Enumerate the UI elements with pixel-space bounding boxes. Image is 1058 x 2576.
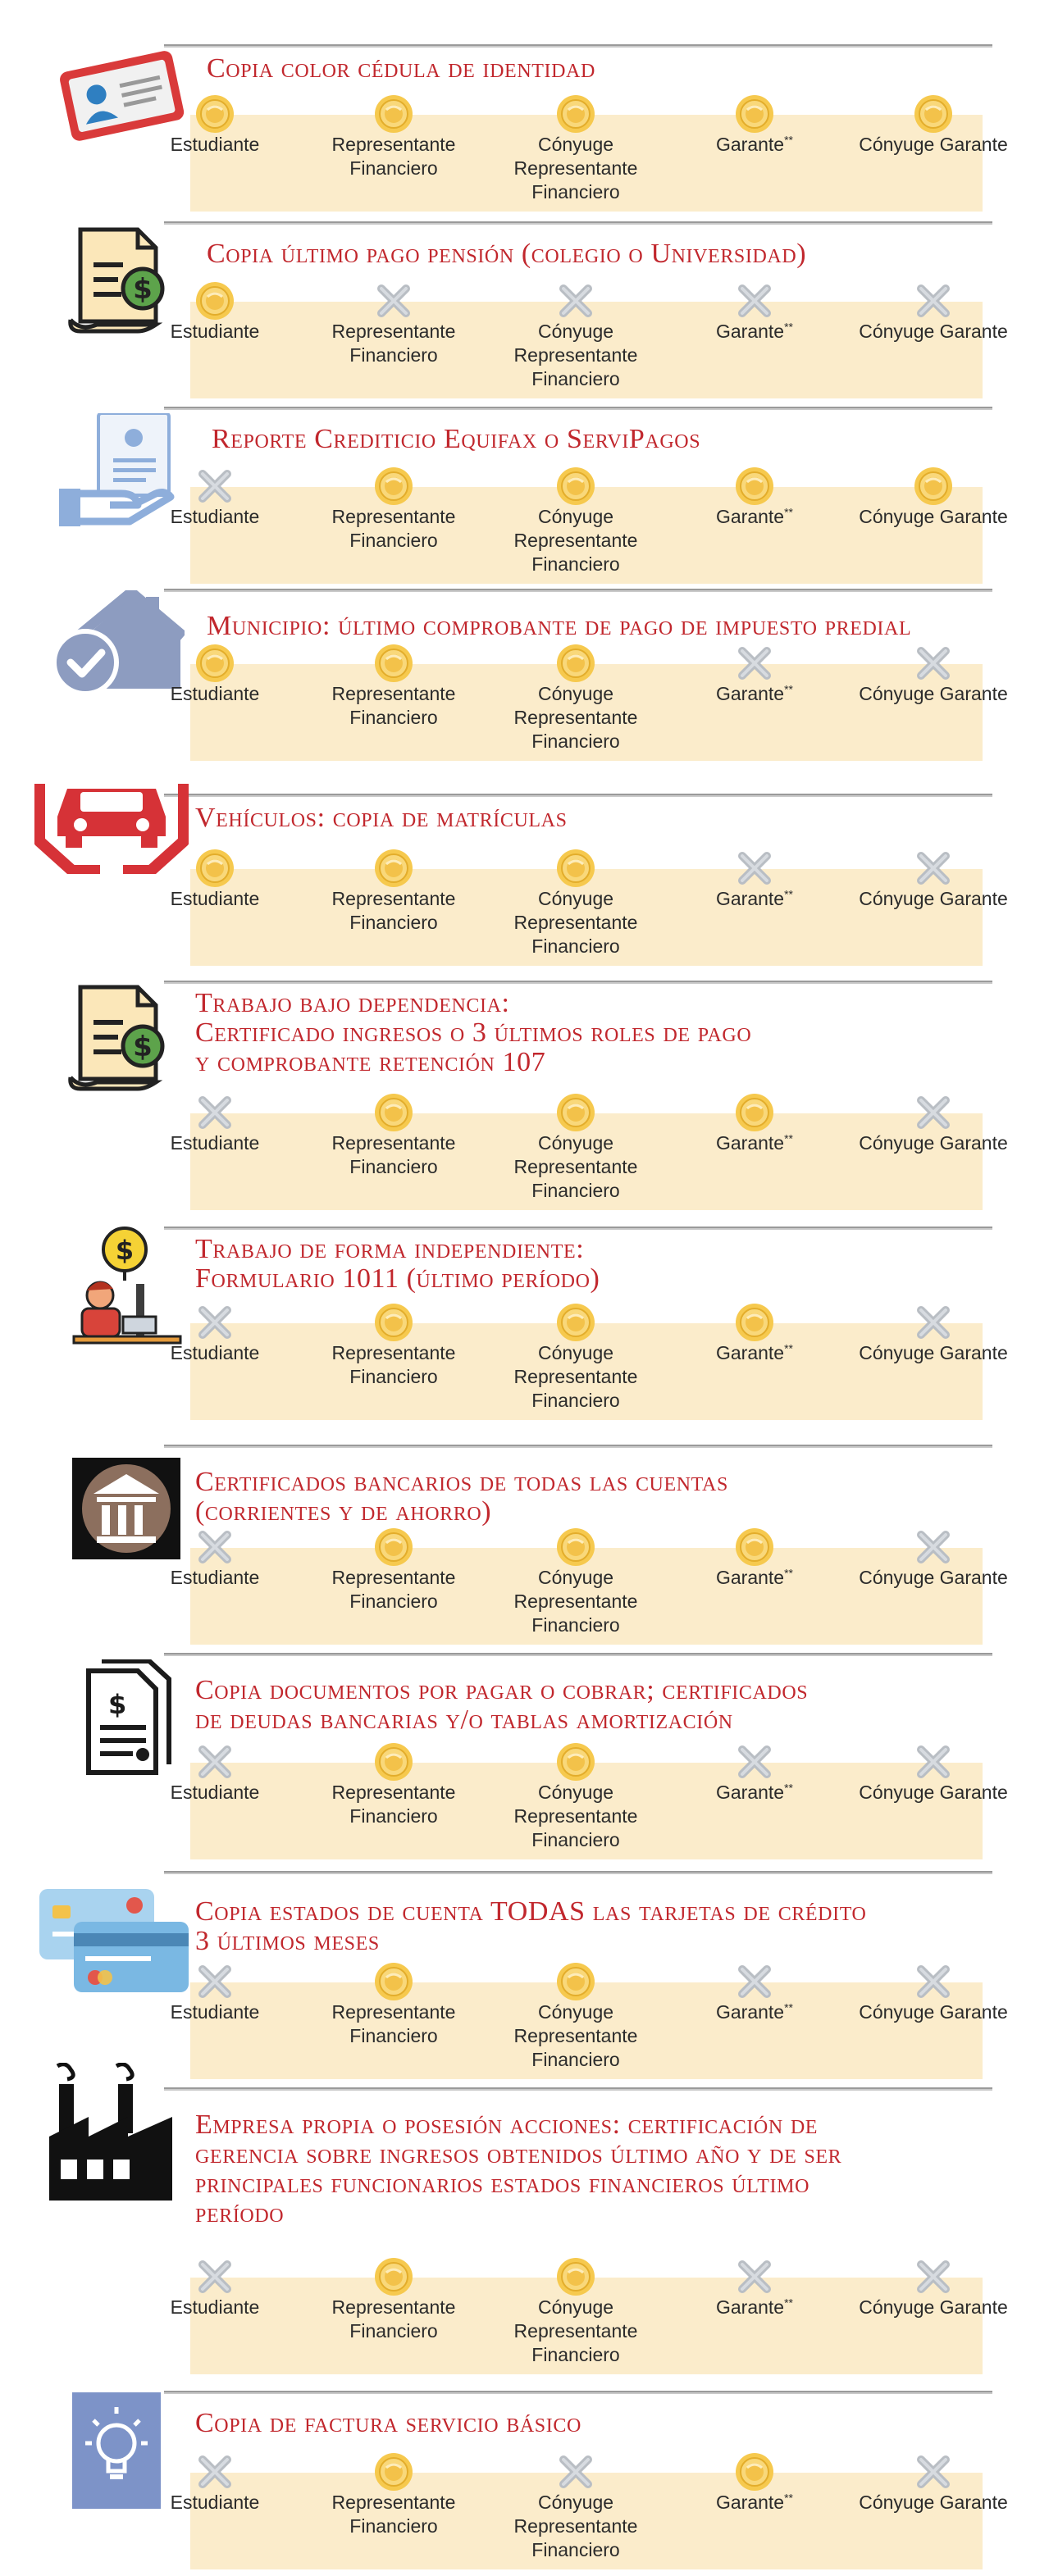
role-label <box>312 1131 476 1179</box>
cross-icon <box>194 1092 235 1133</box>
coin-icon <box>913 93 954 134</box>
role-label-text: Representante Financiero <box>331 2296 456 2342</box>
role-label-text: Estudiante <box>170 2001 260 2023</box>
divider-line <box>164 407 992 410</box>
cross-icon <box>194 466 235 507</box>
role-label-text: Garante <box>715 683 785 704</box>
role-label <box>133 505 297 529</box>
cross-icon <box>913 1741 954 1782</box>
role-label <box>133 133 297 157</box>
garante-footnote-mark: ** <box>784 1781 793 1795</box>
role-label-text: Representante Financiero <box>331 134 456 179</box>
role-label-text: Garante <box>715 1782 785 1803</box>
section-title-line: Reporte Crediticio Equifax o ServiPagos <box>212 424 701 454</box>
role-label-text: Garante <box>715 2001 785 2023</box>
role-label-text: Cónyuge Garante <box>859 1567 1008 1588</box>
garante-footnote-mark: ** <box>784 505 793 519</box>
divider-line <box>164 981 992 984</box>
role-label <box>673 887 837 911</box>
role-label <box>851 1566 1015 1590</box>
role-label <box>312 682 476 730</box>
coin-icon <box>734 1302 775 1343</box>
car-hands-icon <box>34 751 189 874</box>
coin-icon <box>373 848 414 889</box>
cross-icon <box>734 280 775 321</box>
role-label-text: Cónyuge Garante <box>859 888 1008 909</box>
role-label-text: Cónyuge Garante <box>859 1782 1008 1803</box>
role-label <box>133 1781 297 1805</box>
coin-icon <box>373 1961 414 2002</box>
credit-cards-icon <box>36 1881 192 1996</box>
role-label-text: Representante Financiero <box>331 1132 456 1177</box>
role-label-text: Cónyuge Representante Financiero <box>513 506 638 575</box>
role-label <box>494 887 658 958</box>
section-title-line: Copia de factura servicio básico <box>195 2408 581 2438</box>
section-title-line: principales funcionarios estados financieros último <box>195 2169 809 2199</box>
role-label <box>312 2000 476 2048</box>
garante-footnote-mark: ** <box>784 2296 793 2310</box>
role-label-text: Cónyuge Representante Financiero <box>513 2001 638 2070</box>
role-label-text: Garante <box>715 1342 785 1363</box>
divider-line <box>164 2391 992 2394</box>
coin-icon <box>555 1092 596 1133</box>
role-label-text: Cónyuge Representante Financiero <box>513 888 638 957</box>
house-check-icon <box>49 590 185 697</box>
section-title <box>195 1235 600 1294</box>
role-label <box>312 1566 476 1613</box>
role-label <box>851 133 1015 157</box>
coin-icon <box>373 466 414 507</box>
coin-icon <box>555 466 596 507</box>
coin-icon <box>373 1741 414 1782</box>
divider-line <box>164 1227 992 1230</box>
role-label-text: Estudiante <box>170 683 260 704</box>
role-label <box>494 2296 658 2367</box>
role-label-text: Garante <box>715 2492 785 2513</box>
cross-icon <box>194 1527 235 1568</box>
section-title-line: Certificado ingresos o 3 últimos roles de pago <box>195 1017 752 1048</box>
role-label-text: Representante Financiero <box>331 321 456 366</box>
role-label <box>851 1131 1015 1155</box>
role-label-text: Garante <box>715 1567 785 1588</box>
role-label-text: Estudiante <box>170 1782 260 1803</box>
role-label <box>133 320 297 344</box>
role-label <box>851 887 1015 911</box>
section-title-line: de deudas bancarias y/o tablas amortización <box>195 1704 733 1735</box>
role-label <box>494 505 658 576</box>
role-label-text: Estudiante <box>170 2492 260 2513</box>
coin-icon <box>555 848 596 889</box>
coin-icon <box>373 643 414 684</box>
role-label-text: Representante Financiero <box>331 506 456 551</box>
role-label-text: Garante <box>715 134 785 155</box>
role-label-text: Cónyuge Representante Financiero <box>513 683 638 752</box>
role-label <box>673 2491 837 2515</box>
role-label-text: Garante <box>715 1132 785 1154</box>
cross-icon <box>734 643 775 684</box>
role-label <box>673 505 837 529</box>
section-title-line: (corrientes y de ahorro) <box>195 1496 492 1527</box>
bank-icon <box>72 1458 180 1559</box>
garante-footnote-mark: ** <box>784 682 793 696</box>
role-label-text: Estudiante <box>170 2296 260 2318</box>
role-label-text: Cónyuge Representante Financiero <box>513 1132 638 1201</box>
coin-icon <box>373 2256 414 2297</box>
role-label-text: Cónyuge Garante <box>859 321 1008 342</box>
section-title-line: y comprobante retención 107 <box>195 1047 546 1077</box>
role-label <box>673 133 837 157</box>
section-title <box>195 2409 581 2438</box>
divider-line <box>164 44 992 48</box>
garante-footnote-mark: ** <box>784 887 793 901</box>
cross-icon <box>373 280 414 321</box>
role-label-text: Garante <box>715 888 785 909</box>
factory-icon <box>49 2063 180 2202</box>
cross-icon <box>734 1741 775 1782</box>
role-label-text: Estudiante <box>170 506 260 527</box>
section-title-line: Municipio: último comprobante de pago de impuesto predial <box>207 611 912 641</box>
cross-icon <box>913 280 954 321</box>
role-label <box>673 1341 837 1365</box>
cross-icon <box>555 280 596 321</box>
garante-footnote-mark: ** <box>784 1566 793 1580</box>
role-label <box>494 1566 658 1637</box>
dollar-document-icon <box>80 1659 179 1782</box>
role-label-text: Representante Financiero <box>331 683 456 728</box>
role-label-text: Cónyuge Representante Financiero <box>513 321 638 389</box>
cross-icon <box>913 2256 954 2297</box>
garante-footnote-mark: ** <box>784 1341 793 1355</box>
cross-icon <box>913 848 954 889</box>
cross-icon <box>913 1302 954 1343</box>
coin-icon <box>734 2451 775 2492</box>
section-title-line: Vehículos: copia de matrículas <box>195 803 568 833</box>
divider-line <box>164 221 992 225</box>
role-label <box>312 2491 476 2538</box>
role-label-text: Cónyuge Representante Financiero <box>513 1342 638 1411</box>
coin-icon <box>913 466 954 507</box>
role-label <box>673 2000 837 2024</box>
cross-icon <box>194 1302 235 1343</box>
role-label <box>851 505 1015 529</box>
role-label <box>494 1131 658 1203</box>
role-label <box>494 320 658 391</box>
section-title <box>207 54 595 84</box>
garante-footnote-mark: ** <box>784 320 793 334</box>
role-label-text: Garante <box>715 2296 785 2318</box>
role-label <box>851 682 1015 706</box>
coin-icon <box>373 2451 414 2492</box>
role-label <box>312 1341 476 1389</box>
role-label-text: Cónyuge Garante <box>859 134 1008 155</box>
section-title-line: Trabajo de forma independiente: <box>195 1234 585 1264</box>
coin-icon <box>734 1527 775 1568</box>
role-label <box>673 1566 837 1590</box>
role-label <box>133 1341 297 1365</box>
coin-icon <box>734 93 775 134</box>
coin-icon <box>555 643 596 684</box>
role-label-text: Cónyuge Garante <box>859 2296 1008 2318</box>
section-title <box>195 803 568 833</box>
role-label <box>312 2296 476 2343</box>
role-label-text: Cónyuge Garante <box>859 1342 1008 1363</box>
coin-icon <box>373 1092 414 1133</box>
section-title-line: 3 últimos meses <box>195 1926 380 1956</box>
cross-icon <box>913 1092 954 1133</box>
section-title-line: Copia último pago pensión (colegio o Universidad) <box>207 239 807 269</box>
coin-icon <box>194 280 235 321</box>
coin-icon <box>373 93 414 134</box>
divider-line <box>164 794 992 797</box>
role-label <box>851 1781 1015 1805</box>
cross-icon <box>734 2256 775 2297</box>
role-label-text: Cónyuge Representante Financiero <box>513 1567 638 1636</box>
role-label <box>312 887 476 935</box>
section-title-line: Formulario 1011 (último período) <box>195 1263 600 1294</box>
coin-icon <box>194 643 235 684</box>
coin-icon <box>555 1961 596 2002</box>
role-label-text: Representante Financiero <box>331 1782 456 1827</box>
coin-icon <box>194 848 235 889</box>
role-label <box>312 320 476 367</box>
divider-line <box>164 589 992 592</box>
divider-line <box>164 1653 992 1656</box>
id-card-icon <box>56 44 187 143</box>
garante-footnote-mark: ** <box>784 1131 793 1145</box>
coin-icon <box>734 466 775 507</box>
role-label-text: Estudiante <box>170 1132 260 1154</box>
section-title <box>195 989 751 1077</box>
svg-text:$: $ <box>133 1031 153 1063</box>
section-title <box>212 425 700 454</box>
role-label <box>673 320 837 344</box>
role-label <box>133 1131 297 1155</box>
coin-icon <box>555 1302 596 1343</box>
section-title <box>195 2110 841 2228</box>
coin-icon <box>194 93 235 134</box>
role-label-text: Garante <box>715 506 785 527</box>
role-label-text: Representante Financiero <box>331 1342 456 1387</box>
role-label-text: Cónyuge Garante <box>859 2492 1008 2513</box>
role-label <box>312 505 476 553</box>
role-label <box>494 133 658 204</box>
section-title <box>195 1897 866 1956</box>
role-label <box>494 2491 658 2562</box>
cross-icon <box>194 2451 235 2492</box>
section-title <box>207 612 911 641</box>
role-label <box>673 1131 837 1155</box>
coin-icon <box>734 1092 775 1133</box>
role-label-text: Representante Financiero <box>331 888 456 933</box>
role-label-text: Cónyuge Garante <box>859 683 1008 704</box>
role-label <box>133 2000 297 2024</box>
section-title-line: Empresa propia o posesión acciones: certificación de <box>195 2109 819 2140</box>
role-label-text: Representante Financiero <box>331 1567 456 1612</box>
cross-icon <box>555 2451 596 2492</box>
role-label <box>312 133 476 180</box>
section-title <box>195 1468 728 1527</box>
freelancer-desk-icon <box>57 1227 189 1358</box>
role-label-text: Cónyuge Garante <box>859 506 1008 527</box>
section-title-line: Copia estados de cuenta TODAS las tarjetas de crédito <box>195 1896 867 1927</box>
cross-icon <box>913 2451 954 2492</box>
role-label-text: Estudiante <box>170 1342 260 1363</box>
section-title <box>207 239 806 269</box>
cross-icon <box>734 848 775 889</box>
cross-icon <box>913 1961 954 2002</box>
role-label-text: Cónyuge Representante Financiero <box>513 1782 638 1850</box>
garante-footnote-mark: ** <box>784 2000 793 2014</box>
role-label-text: Estudiante <box>170 134 260 155</box>
role-label-text: Cónyuge Representante Financiero <box>513 2492 638 2560</box>
svg-text:$: $ <box>115 1235 135 1266</box>
section-title <box>195 1676 808 1735</box>
role-label <box>851 320 1015 344</box>
role-label-text: Cónyuge Garante <box>859 2001 1008 2023</box>
role-label-text: Cónyuge Garante <box>859 1132 1008 1154</box>
role-label-text: Cónyuge Representante Financiero <box>513 134 638 203</box>
coin-icon <box>373 1527 414 1568</box>
cross-icon <box>194 2256 235 2297</box>
role-label-text: Estudiante <box>170 1567 260 1588</box>
coin-icon <box>555 93 596 134</box>
role-label <box>133 887 297 911</box>
role-label-text: Estudiante <box>170 321 260 342</box>
divider-line <box>164 2087 992 2091</box>
cross-icon <box>194 1741 235 1782</box>
section-title-line: Certificados bancarios de todas las cuentas <box>195 1467 728 1497</box>
coin-icon <box>555 2256 596 2297</box>
role-label <box>312 1781 476 1828</box>
role-label <box>851 1341 1015 1365</box>
coin-icon <box>555 1741 596 1782</box>
role-label <box>673 1781 837 1805</box>
section-title-line: Copia documentos por pagar o cobrar; certificados <box>195 1675 809 1705</box>
svg-text:$: $ <box>108 1689 127 1720</box>
invoice-dollar-icon <box>64 981 171 1095</box>
section-title-line: Trabajo bajo dependencia: <box>195 988 510 1018</box>
cross-icon <box>734 1961 775 2002</box>
divider-line <box>164 1445 992 1448</box>
garante-footnote-mark: ** <box>784 133 793 147</box>
role-label-text: Representante Financiero <box>331 2001 456 2046</box>
coin-icon <box>373 1302 414 1343</box>
role-label <box>133 682 297 706</box>
role-label <box>133 2296 297 2319</box>
role-label <box>673 2296 837 2319</box>
coin-icon <box>555 1527 596 1568</box>
divider-line <box>164 1871 992 1874</box>
cross-icon <box>194 1961 235 2002</box>
cross-icon <box>913 643 954 684</box>
role-label <box>851 2296 1015 2319</box>
role-label <box>133 1566 297 1590</box>
cross-icon <box>913 1527 954 1568</box>
role-label-text: Estudiante <box>170 888 260 909</box>
section-title-line: Copia color cédula de identidad <box>207 53 595 84</box>
role-label <box>851 2491 1015 2515</box>
section-title-line: período <box>195 2198 285 2228</box>
role-label <box>851 2000 1015 2024</box>
role-label <box>494 1781 658 1852</box>
section-title-line: gerencia sobre ingresos obtenidos último año y de ser <box>195 2139 842 2169</box>
role-label <box>494 2000 658 2072</box>
role-label-text: Cónyuge Representante Financiero <box>513 2296 638 2365</box>
role-label <box>133 2491 297 2515</box>
role-label <box>494 682 658 753</box>
role-label <box>494 1341 658 1413</box>
role-label-text: Representante Financiero <box>331 2492 456 2537</box>
svg-text:$: $ <box>133 273 153 306</box>
role-label-text: Garante <box>715 321 785 342</box>
role-label <box>673 682 837 706</box>
garante-footnote-mark: ** <box>784 2491 793 2505</box>
